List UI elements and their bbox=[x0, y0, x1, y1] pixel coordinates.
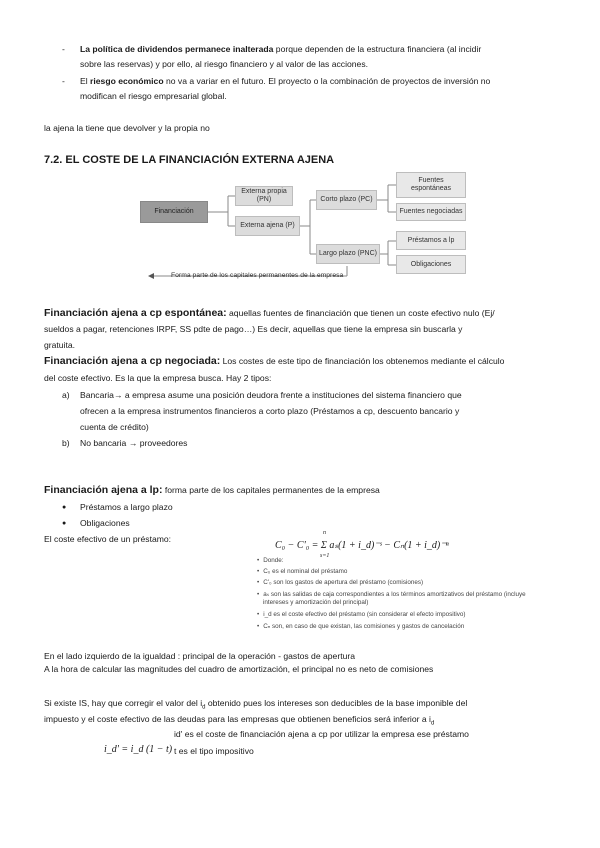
diagram-caption: Forma parte de los capitales permanentes de la empresa bbox=[171, 272, 344, 279]
formula-equation: C₀ − C'₀ = Σ aₛ(1 + i_d)⁻ˢ − Cₙ(1 + i_d)⁻ⁿ bbox=[275, 540, 449, 551]
bullet-dot-icon: • bbox=[257, 611, 260, 618]
bullet-dot-icon: • bbox=[257, 623, 260, 630]
espontanea-line2: sueldos a pagar, retenciones IRPF, SS pdte de pago…) Es decir, aquellas que tiene la empresa sin buscarla y bbox=[44, 324, 463, 334]
bullet-dot-icon: • bbox=[257, 591, 260, 598]
lp-heading: Financiación ajena a lp: forma parte de los capitales permanentes de la empresa bbox=[44, 484, 380, 496]
section-title: 7.2. EL COSTE DE LA FINANCIACIÓN EXTERNA AJENA bbox=[44, 154, 335, 166]
formula-sum-bottom: s=1 bbox=[320, 553, 330, 559]
formula-line-c0: • C₀ es el nominal del préstamo bbox=[257, 568, 348, 575]
diagram-externa-ajena: Externa ajena (P) bbox=[235, 216, 300, 236]
coste-efectivo-label: El coste efectivo de un préstamo: bbox=[44, 534, 172, 544]
tax-rate-text: t es el tipo impositivo bbox=[174, 746, 254, 756]
diagram-fuentes-espontaneas: Fuentes espontáneas bbox=[396, 172, 466, 198]
espontanea-line1: Financiación ajena a cp espontánea: aquellas fuentes de financiación que tienen un coste efectivo nulo (Ej/ bbox=[44, 307, 495, 319]
note-text: la ajena la tiene que devolver y la propia no bbox=[44, 123, 210, 133]
list-marker-a: a) bbox=[62, 390, 70, 400]
after-line4: impuesto y el coste efectivo de las deudas para las empresas que obtienen beneficios será inferior a $i_d$ bbox=[44, 714, 435, 727]
bullet-riesgo-cont: modifican el riesgo empresarial global. bbox=[80, 91, 227, 101]
bullet-marker: - bbox=[62, 76, 65, 86]
diagram-externa-propia: Externa propia (PN) bbox=[235, 186, 293, 206]
tax-formula: i_d' = i_d (1 − t) bbox=[104, 744, 173, 755]
bullet-riesgo: El riesgo económico no va a variar en el futuro. El proyecto o la combinación de proyectos de inversión no bbox=[80, 76, 491, 86]
formula-panel bbox=[217, 527, 562, 642]
lp-item-prestamos: Préstamos a largo plazo bbox=[80, 502, 173, 512]
bullet-dot-icon: • bbox=[257, 568, 260, 575]
espontanea-line3: gratuita. bbox=[44, 340, 76, 350]
lp-item-obligaciones: Obligaciones bbox=[80, 518, 130, 528]
after-line1: En el lado izquierdo de la igualdad : principal de la operación - gastos de apertura bbox=[44, 651, 356, 661]
negociada-line1: Financiación ajena a cp negociada: Los costes de este tipo de financiación los obtenemos mediante el cálculo bbox=[44, 355, 505, 367]
bancaria-line3: cuenta de crédito) bbox=[80, 422, 149, 432]
bullet-dot-icon: ● bbox=[62, 504, 67, 511]
bullet-dot-icon: • bbox=[257, 579, 260, 586]
diagram-financiacion: Financiación bbox=[140, 201, 208, 223]
bancaria-line2: ofrecen a la empresa instrumentos financieros a corto plazo (Préstamos a cp, descuento bancario y bbox=[80, 406, 460, 416]
formula-line-as: • aₛ son las salidas de caja correspondientes a los términos amortizativos del préstamo (incluye bbox=[257, 591, 526, 598]
bullet-dot-icon: • bbox=[257, 557, 260, 564]
diagram-prestamos-lp: Préstamos a lp bbox=[396, 231, 466, 250]
diagram-corto-plazo: Corto plazo (PC) bbox=[316, 190, 377, 210]
list-marker-b: b) bbox=[62, 438, 70, 448]
after-line3: Si existe IS, hay que corregir el valor del $i_d$ obtenido pues los intereses son deducibles de la base imponible del bbox=[44, 698, 468, 711]
diagram-obligaciones: Obligaciones bbox=[396, 255, 466, 274]
after-line5: id' es el coste de financiación ajena a cp por utilizar la empresa ese préstamo bbox=[174, 729, 469, 739]
bullet-marker: - bbox=[62, 44, 65, 54]
formula-sum-top: n bbox=[323, 530, 326, 536]
formula-donde: • Donde: bbox=[257, 557, 284, 564]
bancaria-line1: Bancaria→ a empresa asume una posición deudora frente a instituciones del sistema financiero que bbox=[80, 390, 462, 400]
formula-line-as-cont: intereses y amortización del principal) bbox=[263, 599, 369, 606]
diagram-fuentes-negociadas: Fuentes negociadas bbox=[396, 203, 466, 221]
after-line2: A la hora de calcular las magnitudes del cuadro de amortización, el principal no es neto de comisiones bbox=[44, 664, 434, 674]
formula-line-id: • i_d es el coste efectivo del préstamo (sin considerar el efecto impositivo) bbox=[257, 611, 466, 618]
formula-line-cn: • Cₙ son, en caso de que existan, las comisiones y gastos de cancelación bbox=[257, 623, 465, 630]
negociada-line2: del coste efectivo. Es la que la empresa busca. Hay 2 tipos: bbox=[44, 373, 272, 383]
no-bancaria-line: No bancaria → proveedores bbox=[80, 438, 188, 448]
diagram-largo-plazo: Largo plazo (PNC) bbox=[316, 244, 380, 264]
bullet-dividendos: La política de dividendos permanece inalterada porque dependen de la estructura financiera (al incidir bbox=[80, 44, 482, 54]
formula-line-c0p: • C'₀ son los gastos de apertura del préstamo (comisiones) bbox=[257, 579, 424, 586]
financing-diagram bbox=[140, 168, 480, 283]
bullet-dividendos-cont: sobre las reservas) y por ello, al riesgo financiero y al valor de las acciones. bbox=[80, 59, 369, 69]
bullet-dot-icon: ● bbox=[62, 520, 67, 527]
